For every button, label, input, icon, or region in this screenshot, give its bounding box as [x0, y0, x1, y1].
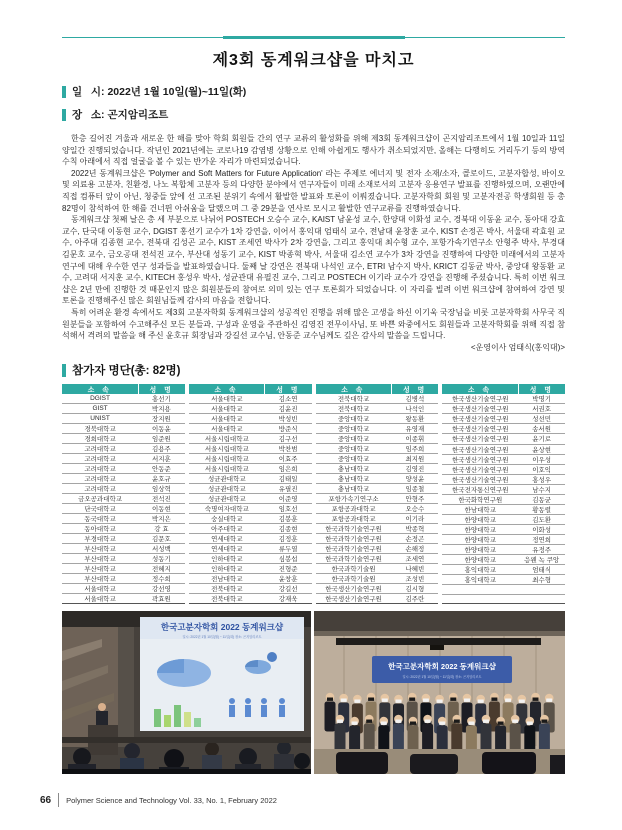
participant-row	[442, 494, 565, 504]
name-cell: 임상혁	[138, 484, 185, 494]
participant-row	[442, 585, 565, 594]
affiliation-cell: 서울시립대학교	[189, 434, 265, 444]
affiliation-cell: 중앙대학교	[316, 454, 392, 464]
participant-row	[316, 514, 439, 524]
participants-subtable-1	[62, 384, 185, 604]
participant-row	[442, 555, 565, 565]
affiliation-cell: 포항공과대학교	[316, 514, 392, 524]
affiliation-cell: 한국전자통신연구원	[442, 484, 518, 494]
affiliation-cell: 한국생산기술연구원	[442, 474, 518, 484]
affiliation-cell: 한국과학기술원	[316, 564, 392, 574]
name-cell: 임종철	[392, 484, 439, 494]
participant-row	[316, 464, 439, 474]
affiliation-cell: 홍익대학교	[442, 575, 518, 585]
name-cell: 유정주	[518, 544, 565, 554]
column-header-name: 성 명	[518, 384, 565, 394]
column-header-affiliation: 소 속	[62, 384, 138, 394]
name-cell: 홍성우	[518, 474, 565, 484]
affiliation-cell: 한국생산기술연구원	[442, 424, 518, 434]
affiliation-cell: 인하대학교	[189, 554, 265, 564]
participants-subtable-2	[189, 384, 312, 604]
affiliation-cell: 서울시립대학교	[189, 444, 265, 454]
name-cell: 이동윤	[138, 424, 185, 434]
participant-row	[189, 564, 312, 574]
participant-row	[62, 544, 185, 554]
name-cell: 박찬범	[265, 444, 312, 454]
participant-row	[189, 504, 312, 514]
name-cell: 박지은	[138, 514, 185, 524]
name-cell: 정연희	[518, 534, 565, 544]
participant-row	[62, 564, 185, 574]
accent-bar-icon	[62, 109, 66, 121]
affiliation-cell: 서울대학교	[62, 594, 138, 604]
participant-row	[62, 414, 185, 424]
participant-row	[316, 394, 439, 404]
participant-row	[316, 554, 439, 564]
participant-row	[442, 464, 565, 474]
name-cell: 박성빈	[265, 414, 312, 424]
affiliation-cell: 한국생산기술연구원	[316, 584, 392, 594]
meta-block	[62, 84, 565, 122]
participant-row	[62, 594, 185, 604]
affiliation-cell: GIST	[62, 404, 138, 414]
meta-date-value: 2022년 1월 10일(월)~11일(화)	[107, 86, 247, 98]
name-cell: 강재욱	[265, 594, 312, 604]
affiliation-cell: 한국화학연구원	[442, 494, 518, 504]
participant-row	[316, 574, 439, 584]
affiliation-cell: 중앙대학교	[316, 434, 392, 444]
participant-row	[62, 584, 185, 594]
name-cell: 윤창훈	[265, 574, 312, 584]
name-cell: 김윤진	[265, 404, 312, 414]
participant-row	[62, 454, 185, 464]
body-paragraph: 2022년 동계워크샵은 'Polymer and Soft Matters for Future Application' 라는 주제로 에너지 및 전자 소재/소자, 콜로이드, 고분자합성, 바이오 및 의료용 고분자, 친환경, 나노 복합체 고분자 등의 다양한 분야에서 연구자들이 미래 소재로서의 고분자 응용연구 발표를 진행하였으며, 오랜만에 직접 컴퓨터 앞이 아닌, 청중들 앞에 선 고조된 분위기 속에서 활발한 발표와 토론이 이뤄졌습니다. 고분자학회 회원 및 고분자전공 학생회원 등 총 82명이 참석하여 한 해를 건너뛴 아쉬움을 달랬으며 그 중 29분을 연사로 모시고 활발한 연구교류를 진행하였습니다.	[62, 168, 565, 213]
affiliation-cell: 홍익대학교	[442, 565, 518, 575]
affiliation-cell: 성균관대학교	[189, 474, 265, 484]
participant-row	[442, 444, 565, 454]
affiliation-cell: 한국과학기술연구원	[316, 534, 392, 544]
body-paragraph: 한층 길어진 겨울과 새로운 한 해를 맞아 학회 회원들 간의 연구 교류의 활성화를 위해 제3회 동계워크샵이 곤지암리조트에서 1월 10일과 11일 양일간 진행되었습니다. 작년인 2021년에는 코로나19 감염병 상황으로 인해 아쉽게도 행사가 취소되었지만, 올해는 다행히도 거리두기 등의 방역 수칙 아래에서 직접 얼굴을 볼 수 있는 반가운 자리가 마련되었습니다.	[62, 134, 565, 167]
name-cell: 김용주	[138, 444, 185, 454]
participant-row	[316, 434, 439, 444]
participant-row	[62, 464, 185, 474]
name-cell: 안동준	[138, 464, 185, 474]
participants-section-header	[62, 362, 565, 378]
name-cell: 김봉훈	[265, 514, 312, 524]
name-cell: 응웬 녹 쿠앙	[518, 555, 565, 565]
participant-row	[62, 444, 185, 454]
participant-row	[189, 434, 312, 444]
participant-row	[62, 494, 185, 504]
name-cell: 엄태식	[518, 565, 565, 575]
affiliation-cell: 충남대학교	[316, 484, 392, 494]
participants-table	[62, 384, 565, 604]
participant-row	[189, 494, 312, 504]
name-cell: 이호익	[518, 464, 565, 474]
affiliation-cell: 한국생산기술연구원	[442, 434, 518, 444]
affiliation-cell: 한국과학기술연구원	[316, 524, 392, 534]
name-cell: 김시형	[392, 584, 439, 594]
name-cell: 김구선	[265, 434, 312, 444]
affiliation-cell: 경북대학교	[62, 424, 138, 434]
name-cell: 강길선	[265, 584, 312, 594]
affiliation-cell: 충남대학교	[316, 474, 392, 484]
journal-citation: Polymer Science and Technology Vol. 33, No. 1, February 2022	[66, 795, 277, 805]
affiliation-cell: 한양대학교	[442, 555, 518, 565]
name-cell: 이우성	[518, 454, 565, 464]
banner-title-text: 한국고분자학회 2022 동계워크샵	[388, 662, 496, 672]
affiliation-cell: 한양대학교	[442, 544, 518, 554]
name-cell: 서성백	[138, 544, 185, 554]
affiliation-cell: 경희대학교	[62, 434, 138, 444]
name-cell: 이효주	[265, 454, 312, 464]
participant-row	[189, 594, 312, 604]
name-cell: 최지원	[392, 454, 439, 464]
affiliation-cell: 금오공과대학교	[62, 494, 138, 504]
participant-row	[189, 514, 312, 524]
participants-subtable-4	[442, 384, 565, 604]
participant-row	[62, 504, 185, 514]
participant-row	[316, 474, 439, 484]
column-header-name: 성 명	[392, 384, 439, 394]
participant-row	[62, 524, 185, 534]
name-cell: 곽효원	[138, 594, 185, 604]
participant-row	[189, 534, 312, 544]
participant-row	[189, 404, 312, 414]
affiliation-cell: 한남대학교	[442, 504, 518, 514]
name-cell: 임준원	[138, 434, 185, 444]
affiliation-cell: 연세대학교	[189, 544, 265, 554]
column-header-name: 성 명	[265, 384, 312, 394]
participant-row	[442, 594, 565, 604]
name-cell: 김병석	[392, 394, 439, 404]
participant-row	[316, 524, 439, 534]
name-cell: 윤상현	[518, 444, 565, 454]
affiliation-cell: UNIST	[62, 414, 138, 424]
participant-row	[62, 534, 185, 544]
article-body	[62, 133, 565, 342]
name-cell	[518, 585, 565, 594]
affiliation-cell: 고려대학교	[62, 484, 138, 494]
participant-row	[189, 474, 312, 484]
participant-row	[189, 524, 312, 534]
name-cell: 나석인	[392, 404, 439, 414]
name-cell: 조세연	[392, 554, 439, 564]
affiliation-cell: 서울시립대학교	[189, 464, 265, 474]
participant-row	[316, 404, 439, 414]
name-cell: 최수형	[518, 575, 565, 585]
name-cell: 박종혁	[392, 524, 439, 534]
affiliation-cell: 중앙대학교	[316, 444, 392, 454]
name-cell: 김태일	[265, 474, 312, 484]
meta-location-label: 장 소:	[72, 109, 108, 121]
participant-row	[189, 394, 312, 404]
name-cell: 양성윤	[392, 474, 439, 484]
name-cell: 윤기로	[518, 434, 565, 444]
name-cell	[518, 594, 565, 604]
name-cell: 김영진	[392, 464, 439, 474]
participant-row	[442, 454, 565, 464]
name-cell: 홍선기	[138, 394, 185, 404]
participant-row	[442, 575, 565, 585]
name-cell: 조성빈	[392, 574, 439, 584]
participant-row	[442, 484, 565, 494]
name-cell: 성선민	[518, 414, 565, 424]
name-cell: 유영재	[392, 424, 439, 434]
affiliation-cell: 서울대학교	[189, 404, 265, 414]
name-cell: 성동기	[138, 554, 185, 564]
affiliation-cell: 한양대학교	[442, 534, 518, 544]
participant-row	[316, 494, 439, 504]
affiliation-cell: 서울대학교	[62, 584, 138, 594]
name-cell: 임주희	[392, 444, 439, 454]
participant-row	[316, 594, 439, 604]
participant-row	[62, 554, 185, 564]
participant-row	[316, 504, 439, 514]
body-paragraph: 특히 어려운 환경 속에서도 제3회 고분자학회 동계워크샵의 성공적인 진행을 위해 많은 고생을 하신 이기욱 국장님을 비롯 고분자학회 사무국 직원분들을 포함하여 수고해주신 모든 분들과, 구성과 운영을 주관하신 김영진 전무이사님, 또 바쁜 와중에서도 회원들과 고분자학회를 위해 직접 참석해서 격려의 말씀을 해 주신 윤호규 회장님과 강길선 교수님, 안동준 교수님께도 깊은 감사의 말씀을 드립니다.	[62, 307, 565, 341]
name-cell: 박명기	[518, 394, 565, 404]
name-cell: 김문호	[138, 534, 185, 544]
name-cell: 서권호	[518, 404, 565, 414]
name-cell: 손정곤	[392, 534, 439, 544]
affiliation-cell: 부산대학교	[62, 554, 138, 564]
title-rule	[62, 36, 565, 40]
name-cell: 장지원	[138, 414, 185, 424]
participant-row	[62, 484, 185, 494]
accent-bar-icon	[62, 86, 66, 98]
name-cell: 안형주	[392, 494, 439, 504]
photo-lecture-hall	[62, 611, 311, 774]
name-cell: 강 효	[138, 524, 185, 534]
participant-row	[442, 394, 565, 404]
affiliation-cell: 한국생산기술연구원	[442, 394, 518, 404]
participant-row	[189, 424, 312, 434]
name-cell: 남수지	[518, 484, 565, 494]
name-cell: 오승수	[392, 504, 439, 514]
participant-row	[62, 574, 185, 584]
name-cell: 서지훈	[138, 454, 185, 464]
page-footer	[40, 793, 277, 807]
affiliation-cell: 부경대학교	[62, 534, 138, 544]
name-cell: 유필진	[265, 484, 312, 494]
affiliation-cell: 부산대학교	[62, 564, 138, 574]
meta-date	[62, 84, 565, 99]
photo-strip	[62, 611, 565, 774]
affiliation-cell: 충남대학교	[316, 464, 392, 474]
participant-row	[442, 424, 565, 434]
participant-row	[62, 514, 185, 524]
participant-row	[316, 444, 439, 454]
affiliation-cell: 전북대학교	[189, 594, 265, 604]
group-people-front	[335, 715, 550, 754]
affiliation-cell: 연세대학교	[189, 534, 265, 544]
affiliation-cell: 한국생산기술연구원	[442, 404, 518, 414]
name-cell: 이종휘	[392, 434, 439, 444]
accent-bar-icon	[62, 364, 66, 377]
affiliation-cell: 아주대학교	[189, 524, 265, 534]
name-cell: 왕동환	[392, 414, 439, 424]
affiliation-cell: 인하대학교	[189, 564, 265, 574]
name-cell: 전석진	[138, 494, 185, 504]
affiliation-cell: 한양대학교	[442, 514, 518, 524]
affiliation-cell: 전북대학교	[316, 394, 392, 404]
name-cell: 나혜빈	[392, 564, 439, 574]
column-header-affiliation: 소 속	[189, 384, 265, 394]
affiliation-cell: 중앙대학교	[316, 424, 392, 434]
participant-row	[442, 504, 565, 514]
name-cell: 김동균	[518, 494, 565, 504]
name-cell: 이기라	[392, 514, 439, 524]
photo-group	[314, 611, 565, 774]
meta-location-value: 곤지암리조트	[107, 109, 169, 121]
participant-row	[62, 434, 185, 444]
title-rule-thick	[223, 36, 405, 39]
participant-row	[62, 404, 185, 414]
name-cell: 진형준	[265, 564, 312, 574]
participant-row	[189, 444, 312, 454]
affiliation-cell: 한국생산기술연구원	[316, 594, 392, 604]
participant-row	[316, 424, 439, 434]
participant-row	[442, 404, 565, 414]
footer-divider	[58, 793, 59, 807]
affiliation-cell	[442, 594, 518, 604]
participant-row	[316, 564, 439, 574]
participant-row	[316, 484, 439, 494]
affiliation-cell: 동국대학교	[62, 514, 138, 524]
name-cell: 이동현	[138, 504, 185, 514]
affiliation-cell: 서울대학교	[189, 394, 265, 404]
affiliation-cell: 숙명여자대학교	[189, 504, 265, 514]
affiliation-cell: 포항가속기연구소	[316, 494, 392, 504]
participant-row	[189, 554, 312, 564]
screen-title-text: 한국고분자학회 2022 동계워크샵	[160, 622, 284, 633]
participant-row	[189, 464, 312, 474]
name-cell: 김소연	[265, 394, 312, 404]
affiliation-cell	[442, 585, 518, 594]
participant-row	[316, 544, 439, 554]
participant-row	[62, 424, 185, 434]
column-header-name: 성 명	[138, 384, 185, 394]
name-cell: 강선영	[138, 584, 185, 594]
name-cell: 류두열	[265, 544, 312, 554]
participant-row	[189, 584, 312, 594]
affiliation-cell: 서울대학교	[189, 414, 265, 424]
name-cell: 박지용	[138, 404, 185, 414]
name-cell: 윤호규	[138, 474, 185, 484]
affiliation-cell: 중앙대학교	[316, 414, 392, 424]
participant-row	[316, 534, 439, 544]
name-cell: 심봉섭	[265, 554, 312, 564]
affiliation-cell: 서울시립대학교	[189, 454, 265, 464]
affiliation-cell: 고려대학교	[62, 444, 138, 454]
name-cell: 이화성	[518, 524, 565, 534]
affiliation-cell: 전북대학교	[316, 404, 392, 414]
name-cell: 이준영	[265, 494, 312, 504]
participants-subtable-3	[316, 384, 439, 604]
affiliation-cell: 한국과학기술연구원	[316, 554, 392, 564]
participants-section-title: 참가자 명단(총: 82명)	[72, 365, 181, 378]
affiliation-cell: 고려대학교	[62, 454, 138, 464]
name-cell: 김정훈	[265, 534, 312, 544]
banner-subtitle-text: 일시: 2022년 1월 10일(월) ~ 11일(화) 장소: 곤지암리조트	[402, 675, 482, 680]
affiliation-cell: DGIST	[62, 394, 138, 404]
name-cell: 김도환	[518, 514, 565, 524]
page-number: 66	[40, 794, 52, 806]
affiliation-cell: 성균관대학교	[189, 484, 265, 494]
participant-row	[442, 414, 565, 424]
affiliation-cell: 한국생산기술연구원	[442, 454, 518, 464]
participant-row	[442, 474, 565, 484]
column-header-affiliation: 소 속	[442, 384, 518, 394]
affiliation-cell: 서울대학교	[189, 424, 265, 434]
affiliation-cell: 한국생산기술연구원	[442, 464, 518, 474]
affiliation-cell: 한국생산기술연구원	[442, 414, 518, 424]
name-cell: 전혜지	[138, 564, 185, 574]
affiliation-cell: 부산대학교	[62, 574, 138, 584]
column-header-affiliation: 소 속	[316, 384, 392, 394]
participant-row	[62, 474, 185, 484]
affiliation-cell: 전북대학교	[189, 584, 265, 594]
affiliation-cell: 전남대학교	[189, 574, 265, 584]
name-cell: 송서원	[518, 424, 565, 434]
name-cell: 김주란	[392, 594, 439, 604]
participant-row	[316, 454, 439, 464]
page-title: 제3회 동계워크샵을 마치고	[212, 52, 415, 69]
participant-row	[189, 484, 312, 494]
participant-row	[442, 534, 565, 544]
name-cell: 정수희	[138, 574, 185, 584]
meta-date-label: 일 시:	[72, 86, 108, 98]
affiliation-cell: 성균관대학교	[189, 494, 265, 504]
affiliation-cell: 고려대학교	[62, 464, 138, 474]
affiliation-cell: 한국과학기술연구원	[316, 544, 392, 554]
participant-row	[442, 434, 565, 444]
screen-subtitle-text: 일시: 2022년 1월 10일(월) ~ 11일(화) 장소: 곤지암리조트	[182, 635, 262, 640]
participant-row	[442, 514, 565, 524]
participant-row	[62, 394, 185, 404]
affiliation-cell: 한양대학교	[442, 524, 518, 534]
affiliation-cell: 동아대학교	[62, 524, 138, 534]
participant-row	[189, 454, 312, 464]
name-cell: 손해정	[392, 544, 439, 554]
author-signoff: <운영이사 엄태식(홍익대)>	[470, 342, 565, 352]
affiliation-cell: 한국생산기술연구원	[442, 444, 518, 454]
participant-row	[316, 414, 439, 424]
affiliation-cell: 부산대학교	[62, 544, 138, 554]
name-cell: 김종현	[265, 524, 312, 534]
name-cell: 임호선	[265, 504, 312, 514]
affiliation-cell: 고려대학교	[62, 474, 138, 484]
participant-row	[189, 414, 312, 424]
participant-row	[189, 544, 312, 554]
affiliation-cell: 포항공과대학교	[316, 504, 392, 514]
participant-row	[442, 544, 565, 554]
participant-row	[189, 574, 312, 584]
name-cell: 황동렬	[518, 504, 565, 514]
affiliation-cell: 한국과학기술원	[316, 574, 392, 584]
affiliation-cell: 단국대학교	[62, 504, 138, 514]
body-paragraph: 동계워크샵 첫째 날은 총 세 부분으로 나뉘어 POSTECH 오승수 교수, KAIST 남윤성 교수, 한양대 이화성 교수, 경북대 이동윤 교수, 동아대 강효 교수, 단국대 이동현 교수, DGIST 홍선기 교수가 1차 강연을, 이어서 홍익대 엄태식 교수, 전남대 윤창훈 교수, KIST 손정곤 박사, 서울대 곽효원 교수, 아주대 김종현 교수, 전북대 김성곤 교수, KIST 조세연 박사가 2차 강연을, 그리고 홍익대 최수형 교수, 포항가속기연구소 안형주 박사, 부경대 김문호 교수, 금오공대 전석진 교수, 부산대 성동기 교수, KIST 박종혁 박사, 서울대 김소연 교수가 3차 강연을 진행하여 다양한 미래에서의 고분자 연구에 대해 우수한 연구 성과들을 발표하였습니다. 둘째 날 강연은 전북대 나석인 교수, ETRI 남수지 박사, KRICT 김동균 박사, 중앙대 왕동환 교수, 고려대 서지훈 교수, KITECH 홍성우 박사, 성균관대 유필진 교수, 그리고 POSTECH 이기라 교수가 강연을 진행해 주셨습니다. 특히 이번 워크샵은 2년 만에 진행한 것 때문인지 많은 회원분들의 참여로 의미 있는 연구 토론회가 되었습니다. 이 자리를 빌려 이번 워크샵에 참여하여 강연 및 토론을 진행해주신 많은 회원님들께 감사의 마음을 전합니다.	[62, 215, 565, 306]
participant-row	[316, 584, 439, 594]
affiliation-cell: 숭실대학교	[189, 514, 265, 524]
name-cell: 임은희	[265, 464, 312, 474]
participant-row	[442, 565, 565, 575]
name-cell: 방준식	[265, 424, 312, 434]
participant-row	[442, 524, 565, 534]
meta-location	[62, 107, 565, 122]
